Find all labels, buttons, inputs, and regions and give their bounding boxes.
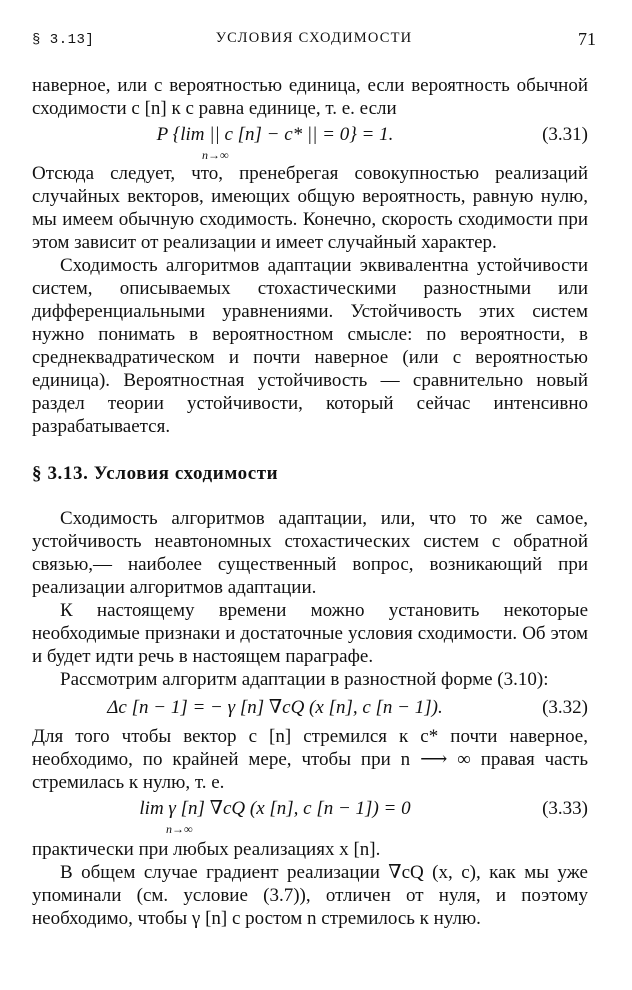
- equation-3-31-body: P {lim || c [n] − c* || = 0} = 1.: [156, 124, 394, 145]
- paragraph-4: Сходимость алгоритмов адаптации, или, что то же самое, устойчивость неавтономных стохастических систем с обратной связью,— наиболее существенный вопрос, возникающий при реализации алгоритмов адаптации.: [32, 508, 588, 598]
- running-title: УСЛОВИЯ СХОДИМОСТИ: [215, 30, 413, 46]
- paragraph-8: практически при любых реализациях x [n].: [32, 839, 381, 860]
- equation-3-31-number: (3.31): [542, 124, 588, 145]
- equation-3-31: [32, 122, 588, 162]
- equation-3-33: [32, 796, 588, 838]
- equation-3-32-number: (3.32): [542, 697, 588, 718]
- section-spacer: [32, 438, 588, 462]
- paragraph-3: Сходимость алгоритмов адаптации эквивалентна устойчивости систем, описываемых стохастическими разностными или дифференциальными уравнениями. Устойчивость этих систем нужно понимать в вероятностном смысле: по вероятности, в среднеквадратическом и почти наверное (или с вероятностью единица). Вероятностная устойчивость — сравнительно новый раздел теории устойчивости, который сейчас интенсивно разрабатывается.: [32, 255, 588, 437]
- equation-3-33-number: (3.33): [542, 798, 588, 819]
- equation-3-33-limit-subscript: n→∞: [166, 822, 193, 836]
- section-spacer-2: [32, 485, 588, 507]
- section-reference: § 3.13]: [32, 32, 95, 48]
- paragraph-6: Рассмотрим алгоритм адаптации в разностной форме (3.10):: [60, 669, 549, 690]
- paragraph-1: наверное, или с вероятностью единица, если вероятность обычной сходимости c [n] к c равна единице, т. е. если: [32, 75, 588, 119]
- paragraph-2: Отсюда следует, что, пренебрегая совокупностью реализаций случайных векторов, имеющих общую вероятность, равную нулю, мы имеем обычную сходимость. Конечно, скорость сходимости при этом зависит от реализации и имеет случайный характер.: [32, 163, 588, 253]
- paragraph-9: В общем случае градиент реализации ∇cQ (x, c), как мы уже упоминали (см. условие (3.7)), отличен от нуля, и поэтому необходимо, чтобы γ [n] с ростом n стремилось к нулю.: [32, 862, 588, 929]
- paragraph-5: К настоящему времени можно установить некоторые необходимые признаки и достаточные условия сходимости. Об этом и будет идти речь в настоящем параграфе.: [32, 600, 588, 667]
- equation-3-31-limit-subscript: n→∞: [202, 148, 229, 162]
- equation-3-32: [32, 695, 588, 721]
- equation-3-32-body: Δc [n − 1] = − γ [n] ∇cQ (x [n], c [n − 1]).: [107, 697, 443, 718]
- page-body: [32, 74, 588, 930]
- page-number: 71: [578, 29, 596, 49]
- equation-3-33-body: lim γ [n] ∇cQ (x [n], c [n − 1]) = 0: [139, 798, 411, 819]
- paragraph-7: Для того чтобы вектор c [n] стремился к c* почти наверное, необходимо, по крайней мере, чтобы при n ⟶ ∞ правая часть стремилась к нулю, т. е.: [32, 726, 588, 793]
- section-heading: § 3.13. Условия сходимости: [32, 463, 279, 484]
- running-head: [32, 30, 596, 54]
